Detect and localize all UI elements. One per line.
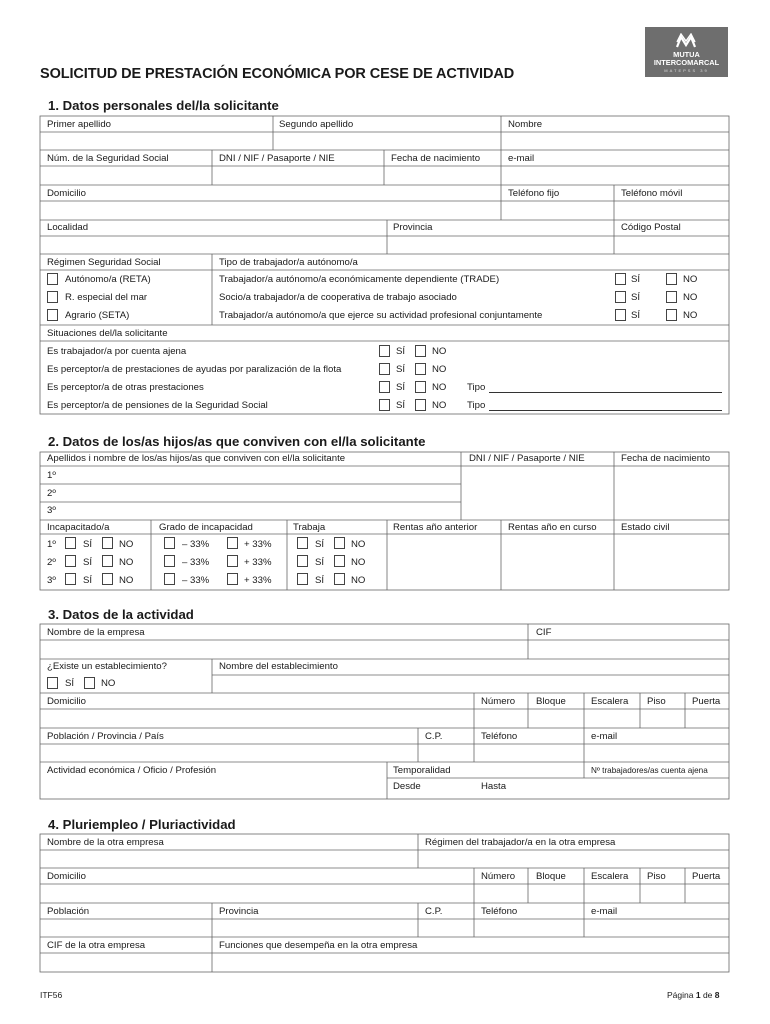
label-tel-fijo: Teléfono fijo (508, 188, 560, 199)
label-bloque: Bloque (536, 696, 566, 707)
label-si: SÍ (315, 539, 325, 550)
label-codigo-postal: Código Postal (621, 222, 681, 233)
label-temporalidad: Temporalidad (393, 765, 451, 776)
sit-flota: Es perceptor/a de prestaciones de ayudas por paralización de la flota (47, 364, 342, 375)
checkbox-h3-incap-si[interactable] (65, 573, 76, 585)
field-tipo-otras[interactable] (489, 392, 722, 393)
checkbox-h1-incap-no[interactable] (102, 537, 113, 549)
row-label-3: 3º (47, 505, 56, 516)
page-title: SOLICITUD DE PRESTACIÓN ECONÓMICA POR CESE DE ACTIVIDAD (40, 66, 515, 82)
label-hasta: Hasta (481, 781, 507, 792)
field-codigo-postal[interactable] (615, 237, 728, 253)
option-reta: Autónomo/a (RETA) (65, 274, 151, 285)
option-cooperativa: Socio/a trabajador/a de cooperativa de trabajo asociado (219, 292, 457, 303)
checkbox-h3-trab-si[interactable] (297, 573, 308, 585)
checkbox-seta[interactable] (47, 309, 58, 321)
checkbox-sit3-si[interactable] (379, 381, 390, 393)
field-cif-otra[interactable] (41, 954, 211, 971)
label-no: NO (432, 400, 447, 411)
checkbox-h2-mas33[interactable] (227, 555, 238, 567)
label-poblacion-otra: Población (47, 906, 90, 917)
checkbox-h1-incap-si[interactable] (65, 537, 76, 549)
label-no: NO (119, 557, 134, 568)
label-grado: Grado de incapacidad (159, 522, 253, 533)
field-email[interactable] (502, 167, 728, 184)
option-trade: Trabajador/a autónomo/a económicamente dependiente (TRADE) (219, 274, 500, 285)
label-si: SÍ (83, 557, 93, 568)
logo-line2: INTERCOMARCAL (653, 58, 720, 67)
field-segundo-apellido[interactable] (274, 133, 500, 149)
option-seta: Agrario (SETA) (65, 310, 130, 321)
label-numero: Número (481, 696, 516, 707)
label-menos33: – 33% (182, 539, 210, 550)
checkbox-reta[interactable] (47, 273, 58, 285)
field-poblacion-act[interactable] (41, 745, 417, 761)
field-cif[interactable] (529, 641, 728, 658)
label-dni-hijos: DNI / NIF / Pasaporte / NIE (469, 453, 585, 464)
field-dni[interactable] (213, 167, 383, 184)
label-domicilio-otra: Domicilio (47, 871, 86, 882)
field-provincia-otra[interactable] (213, 920, 417, 936)
option-conjunta: Trabajador/a autónomo/a que ejerce su actividad profesional conjuntamente (219, 310, 543, 321)
label-escalera: Escalera (591, 696, 629, 707)
label-provincia: Provincia (393, 222, 433, 233)
label-no: NO (351, 539, 366, 550)
label-si: SÍ (83, 575, 93, 586)
label-apellidos-hijos: Apellidos i nombre de los/as hijos/as que conviven con el/la solicitante (47, 453, 346, 464)
field-domicilio-act[interactable] (41, 710, 473, 727)
checkbox-coop-no[interactable] (666, 291, 677, 303)
label-segundo-apellido: Segundo apellido (279, 119, 354, 130)
label-email: e-mail (508, 153, 535, 164)
label-no: NO (683, 274, 698, 285)
field-localidad[interactable] (41, 237, 386, 253)
row-label-1: 1º (47, 539, 56, 550)
label-menos33: – 33% (182, 557, 210, 568)
label-si: SÍ (315, 575, 325, 586)
label-si: SÍ (631, 310, 641, 321)
label-domicilio-act: Domicilio (47, 696, 86, 707)
label-piso-otra: Piso (647, 871, 666, 882)
checkbox-h2-incap-si[interactable] (65, 555, 76, 567)
label-si: SÍ (396, 364, 406, 375)
checkbox-trade-no[interactable] (666, 273, 677, 285)
page-indicator (667, 990, 720, 1000)
label-trabaja: Trabaja (293, 522, 326, 533)
label-rentas-anterior: Rentas año anterior (393, 522, 478, 533)
label-si: SÍ (83, 539, 93, 550)
label-mas33: + 33% (244, 557, 272, 568)
label-nombre-empresa: Nombre de la empresa (47, 627, 145, 638)
page-total: 8 (714, 990, 720, 1000)
label-si: SÍ (396, 400, 406, 411)
field-nombre-empresa[interactable] (41, 641, 527, 658)
label-piso: Piso (647, 696, 666, 707)
label-email-act: e-mail (591, 731, 618, 742)
label-mas33: + 33% (244, 539, 272, 550)
field-provincia[interactable] (388, 237, 613, 253)
field-nombre-estab[interactable] (213, 676, 728, 692)
row-label-2: 2º (47, 557, 56, 568)
label-provincia-otra: Provincia (219, 906, 259, 917)
label-cif: CIF (536, 627, 552, 638)
label-no: NO (119, 539, 134, 550)
field-tel-movil[interactable] (615, 202, 728, 219)
label-incapacitado: Incapacitado/a (47, 522, 110, 533)
label-puerta-otra: Puerta (692, 871, 721, 882)
label-si: SÍ (315, 557, 325, 568)
logo-line1: MUTUA (673, 50, 700, 59)
label-actividad: Actividad económica / Oficio / Profesión (47, 765, 217, 776)
checkbox-h2-menos33[interactable] (164, 555, 175, 567)
checkbox-h3-incap-no[interactable] (102, 573, 113, 585)
label-rentas-curso: Rentas año en curso (508, 522, 597, 533)
label-estado-civil: Estado civil (621, 522, 670, 533)
section-1-title: 1. Datos personales del/la solicitante (48, 98, 279, 113)
page-number: 1 (695, 990, 701, 1000)
label-primer-apellido: Primer apellido (47, 119, 111, 130)
label-no: NO (683, 292, 698, 303)
label-num-ss: Núm. de la Seguridad Social (47, 153, 169, 164)
label-escalera-otra: Escalera (591, 871, 629, 882)
label-si: SÍ (396, 346, 406, 357)
label-nombre: Nombre (508, 119, 543, 130)
label-si: SÍ (631, 292, 641, 303)
label-tipo-trabajador: Tipo de trabajador/a autónomo/a (219, 257, 358, 268)
label-regimen: Régimen Seguridad Social (47, 257, 161, 268)
field-fecha-nac[interactable] (385, 167, 500, 184)
checkbox-sit1-no[interactable] (415, 345, 426, 357)
label-desde: Desde (393, 781, 421, 792)
sit-pensiones: Es perceptor/a de pensiones de la Seguridad Social (47, 400, 268, 411)
label-cp: C.P. (425, 731, 443, 742)
checkbox-sit2-no[interactable] (415, 363, 426, 375)
label-nombre-otra: Nombre de la otra empresa (47, 837, 164, 848)
label-si: SÍ (396, 382, 406, 393)
logo-line3: MATEPSS 39 (664, 68, 709, 73)
label-dni: DNI / NIF / Pasaporte / NIE (219, 153, 335, 164)
field-nombre-otra[interactable] (41, 851, 417, 867)
label-tipo: Tipo (467, 400, 486, 411)
label-email-otra: e-mail (591, 906, 618, 917)
checkbox-h2-incap-no[interactable] (102, 555, 113, 567)
checkbox-sit4-si[interactable] (379, 399, 390, 411)
sit-otras: Es perceptor/a de otras prestaciones (47, 382, 204, 393)
field-domicilio-otra[interactable] (41, 885, 473, 902)
sit-cuenta-ajena: Es trabajador/a por cuenta ajena (47, 346, 187, 357)
label-cif-otra: CIF de la otra empresa (47, 940, 146, 951)
label-cp-otra: C.P. (425, 906, 443, 917)
label-tel-movil: Teléfono móvil (621, 188, 683, 199)
field-nombre[interactable] (502, 133, 728, 149)
label-si: SÍ (631, 274, 641, 285)
label-no: NO (351, 557, 366, 568)
field-primer-apellido[interactable] (41, 133, 273, 149)
field-num-ss[interactable] (41, 167, 211, 184)
checkbox-mar[interactable] (47, 291, 58, 303)
label-bloque-otra: Bloque (536, 871, 566, 882)
label-no: NO (119, 575, 134, 586)
field-funciones[interactable] (213, 954, 728, 971)
checkbox-conj-si[interactable] (615, 309, 626, 321)
label-poblacion-act: Población / Provincia / País (47, 731, 164, 742)
row-label-1: 1º (47, 470, 56, 481)
form-code: ITF56 (40, 990, 63, 1000)
label-n-trabajadores: Nº trabajadores/as cuenta ajena (591, 766, 708, 775)
checkbox-trade-si[interactable] (615, 273, 626, 285)
checkbox-h1-trab-si[interactable] (297, 537, 308, 549)
label-funciones: Funciones que desempeña en la otra empresa (219, 940, 418, 951)
label-fecha-hijos: Fecha de nacimiento (621, 453, 711, 464)
row-label-3: 3º (47, 575, 56, 586)
label-fecha-nac: Fecha de nacimiento (391, 153, 481, 164)
checkbox-sit2-si[interactable] (379, 363, 390, 375)
option-mar: R. especial del mar (65, 292, 148, 303)
checkbox-sit1-si[interactable] (379, 345, 390, 357)
checkbox-sit4-no[interactable] (415, 399, 426, 411)
checkbox-h1-trab-no[interactable] (334, 537, 345, 549)
page-of: de (702, 990, 713, 1000)
label-tipo: Tipo (467, 382, 486, 393)
label-si: SÍ (65, 678, 75, 689)
row-label-2: 2º (47, 488, 56, 499)
label-puerta: Puerta (692, 696, 721, 707)
label-no: NO (432, 364, 447, 375)
checkbox-estab-no[interactable] (84, 677, 95, 689)
label-no: NO (351, 575, 366, 586)
checkbox-conj-no[interactable] (666, 309, 677, 321)
checkbox-estab-si[interactable] (47, 677, 58, 689)
label-telefono-otra: Teléfono (481, 906, 518, 917)
checkbox-h1-mas33[interactable] (227, 537, 238, 549)
label-localidad: Localidad (47, 222, 89, 233)
label-no: NO (101, 678, 116, 689)
field-tel-fijo[interactable] (502, 202, 613, 219)
field-poblacion-otra[interactable] (41, 920, 211, 936)
label-existe-estab: ¿Existe un establecimiento? (47, 661, 167, 672)
section-3-title: 3. Datos de la actividad (48, 607, 194, 622)
label-nombre-estab: Nombre del establecimiento (219, 661, 338, 672)
checkbox-h2-trab-si[interactable] (297, 555, 308, 567)
label-numero-otra: Número (481, 871, 516, 882)
checkbox-h2-trab-no[interactable] (334, 555, 345, 567)
label-no: NO (432, 346, 447, 357)
section-4-title: 4. Pluriempleo / Pluriactividad (48, 817, 236, 832)
label-no: NO (432, 382, 447, 393)
field-regimen-otra[interactable] (419, 851, 728, 867)
field-domicilio[interactable] (41, 202, 500, 219)
field-tipo-pensiones[interactable] (489, 410, 722, 411)
checkbox-h3-trab-no[interactable] (334, 573, 345, 585)
label-domicilio: Domicilio (47, 188, 86, 199)
checkbox-coop-si[interactable] (615, 291, 626, 303)
page-prefix: Página (667, 990, 694, 1000)
field-actividad[interactable] (41, 779, 386, 798)
checkbox-h3-mas33[interactable] (227, 573, 238, 585)
checkbox-h3-menos33[interactable] (164, 573, 175, 585)
section-2-title: 2. Datos de los/as hijos/as que conviven con el/la solicitante (48, 434, 426, 449)
label-situaciones: Situaciones del/la solicitante (47, 328, 168, 339)
label-mas33: + 33% (244, 575, 272, 586)
label-no: NO (683, 310, 698, 321)
label-telefono: Teléfono (481, 731, 518, 742)
label-menos33: – 33% (182, 575, 210, 586)
checkbox-h1-menos33[interactable] (164, 537, 175, 549)
checkbox-sit3-no[interactable] (415, 381, 426, 393)
label-regimen-otra: Régimen del trabajador/a en la otra empresa (425, 837, 616, 848)
